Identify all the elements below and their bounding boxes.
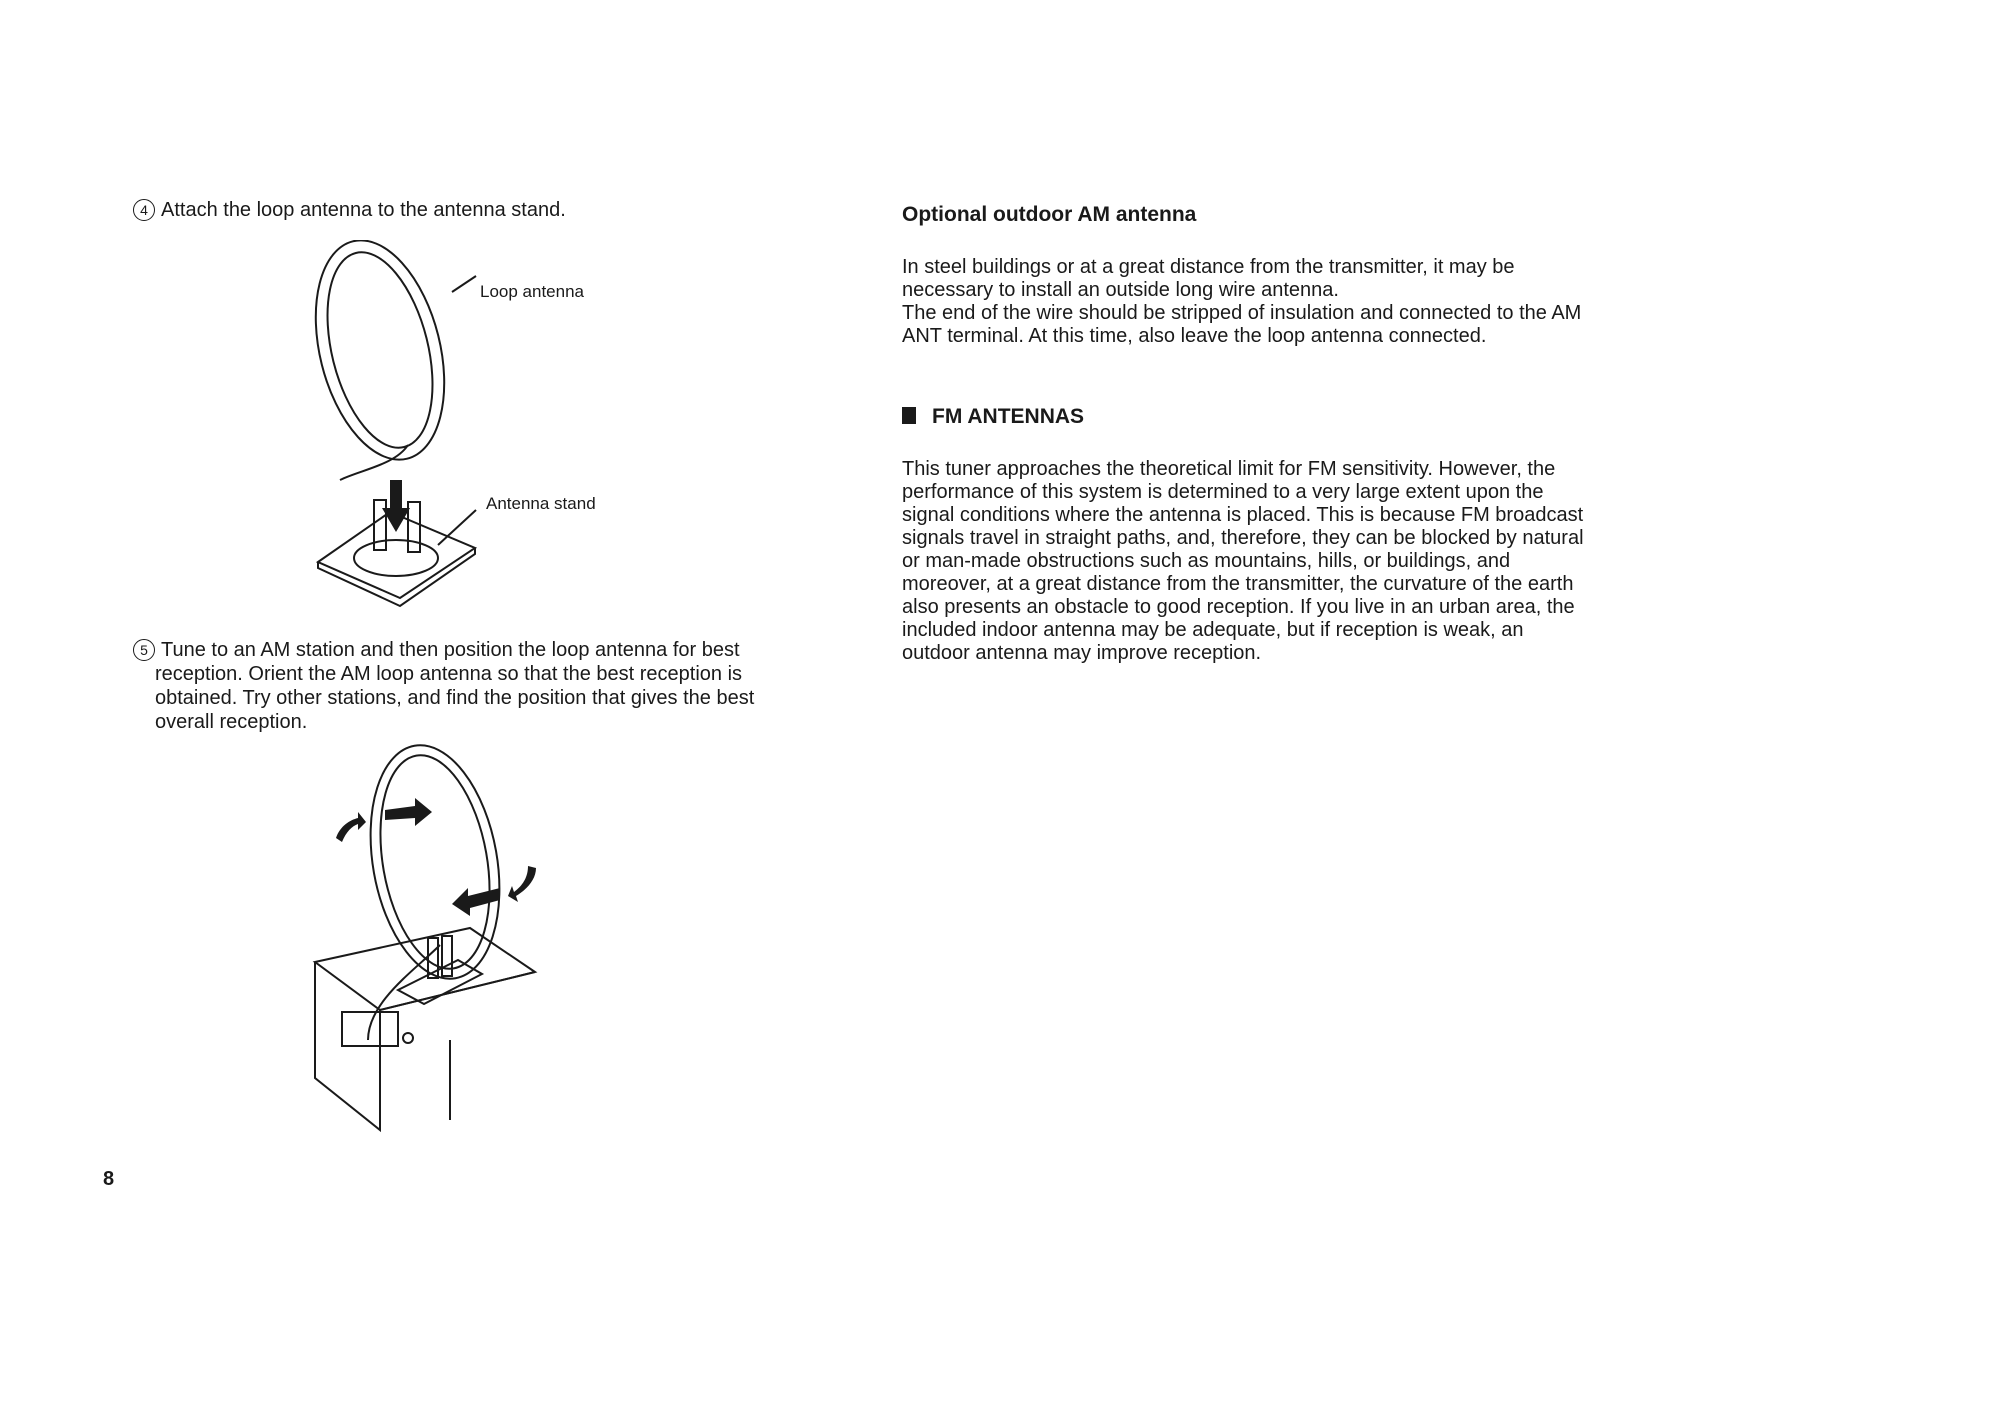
terminal-screw [403, 1033, 413, 1043]
left-arrow-icon [452, 888, 500, 916]
fm-antennas-heading [902, 405, 1084, 429]
stand-post-right [408, 502, 420, 552]
step-4-text: Attach the loop antenna to the antenna stand. [161, 199, 566, 221]
outdoor-am-paragraph-2: The end of the wire should be stripped of insulation and connected to the AM ANT terminal. At this time, also leave the loop antenna connected. [902, 302, 1582, 347]
antenna-orientation-figure [300, 740, 580, 1140]
step-number: 5 [133, 639, 155, 661]
loop-antenna-outer [300, 240, 465, 473]
rotate-arrow-left-icon [336, 812, 366, 842]
antenna-stand-label: Antenna stand [486, 494, 596, 513]
square-bullet-icon [902, 407, 916, 424]
rotate-arrow-right-icon [508, 866, 536, 902]
loop-antenna-outer [353, 740, 516, 989]
loop-antenna-figure [300, 240, 640, 620]
step-5 [133, 638, 789, 734]
outdoor-am-section [902, 256, 1592, 348]
stand-pedestal [354, 540, 438, 576]
loop-label-leader [452, 276, 476, 292]
step-5-text: Tune to an AM station and then position the loop antenna for best reception. Orient the AM loop antenna so that the best reception is obtained. Try other stations, and find the position that gives the best overall reception. [155, 639, 755, 733]
step-4 [133, 198, 653, 222]
outdoor-am-heading: Optional outdoor AM antenna [902, 203, 1197, 226]
loop-antenna-inner [365, 747, 505, 978]
outdoor-am-paragraph-1: In steel buildings or at a great distance from the transmitter, it may be necessary to install an outside long wire antenna. [902, 256, 1515, 301]
loop-antenna-label: Loop antenna [480, 282, 584, 301]
step-number: 4 [133, 199, 155, 221]
loop-antenna-inner [309, 241, 451, 458]
fm-antennas-paragraph: This tuner approaches the theoretical limit for FM sensitivity. However, the performance of this system is determined to a very large extent upon the signal conditions where the antenna is placed. This is because FM broadcast signals travel in straight paths, and, therefore, they can be blocked by natural or man-made obstructions such as mountains, hills, or buildings, and moreover, at a great distance from the transmitter, the curvature of the earth also presents an obstacle to good reception. If you live in an urban area, the included indoor antenna may be adequate, but if reception is weak, an outdoor antenna may improve reception. [902, 458, 1584, 664]
right-arrow-icon [385, 798, 432, 826]
stand-post-right [442, 936, 452, 976]
fm-antennas-heading-text: FM ANTENNAS [932, 405, 1085, 428]
page-number: 8 [103, 1168, 115, 1190]
